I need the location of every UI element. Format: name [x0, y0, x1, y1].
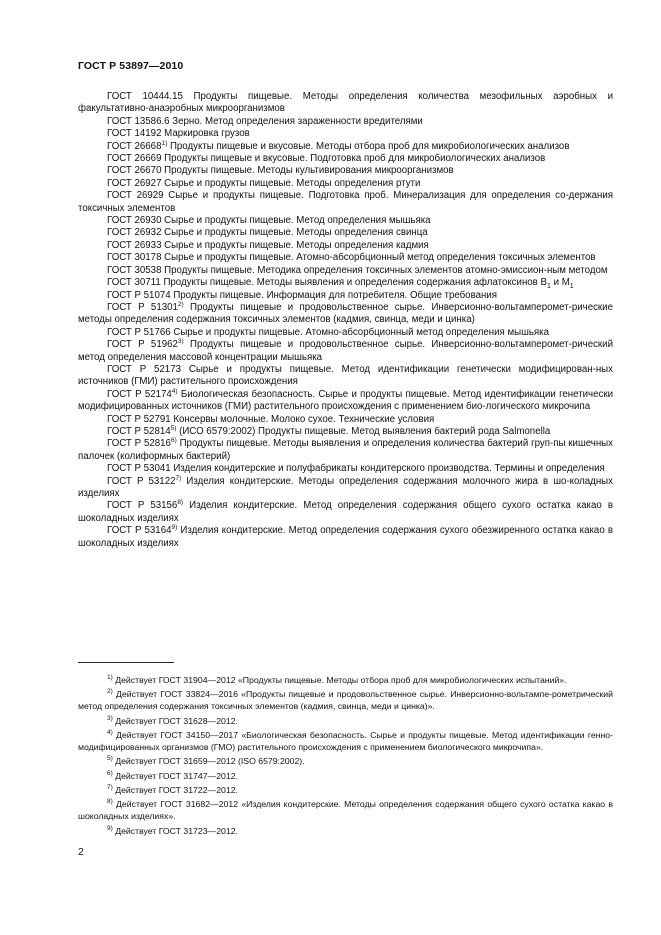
footnote-mark: 8) [177, 499, 184, 507]
reference-entry [78, 327, 613, 339]
reference-text: Сырье и продукты пищевые. Метод определения мышьяка [164, 215, 431, 227]
footnote-text: Действует ГОСТ 33824—2016 «Продукты пищевые и продовольственное сырье. Инверсионно-вольтампе-рометрический метод определения содержания токсичных элементов (кадмия, свинца, меди и цинка)». [78, 689, 613, 712]
reference-text: Сырье и продукты пищевые. Атомно-абсорбционный метод определения токсичных элементов [164, 252, 596, 264]
reference-code: ГОСТ 26669 [107, 153, 162, 165]
reference-entry [78, 389, 613, 414]
reference-code: ГОСТ Р 53156 [107, 500, 178, 512]
reference-entry [78, 240, 613, 252]
footnote-item [78, 756, 613, 768]
footnote-item [78, 689, 613, 713]
reference-text: Зерно. Метод определения зараженности вредителями [172, 115, 423, 127]
footnote-mark: 3) [177, 337, 184, 345]
reference-text: (ИСО 6579:2002) Продукты пищевые. Метод выявления бактерий рода Salmonella [179, 425, 551, 437]
reference-entry [78, 290, 613, 302]
reference-text: Изделия кондитерские. Метод определения содержания общего сухого остатка какао в шоколадных изделиях [78, 500, 613, 524]
reference-code: ГОСТ Р 53122 [107, 475, 176, 487]
references-group-b [78, 290, 613, 551]
page-number: 2 [78, 846, 84, 858]
reference-code: ГОСТ Р 51301 [107, 301, 178, 313]
reference-text: Продукты пищевые и вкусовые. Методы отбора проб для микробиологических анализов [169, 140, 570, 152]
footnotes [78, 675, 613, 840]
reference-code: ГОСТ 30538 [107, 264, 162, 276]
reference-text: Сырье и продукты пищевые. Методы определения свинца [164, 227, 428, 239]
footnote-mark: 4) [107, 729, 113, 737]
reference-code: ГОСТ 26929 [107, 190, 164, 202]
document-header: ГОСТ Р 53897—2010 [78, 60, 184, 72]
reference-code: ГОСТ 26930 [107, 215, 162, 227]
footnote-text: Действует ГОСТ 31747—2012. [115, 770, 238, 781]
reference-code: ГОСТ Р 52174 [107, 388, 172, 400]
footnote-mark: 7) [107, 784, 113, 792]
formula-b1: $В_1$ [540, 277, 551, 291]
reference-code: ГОСТ Р 52173 [107, 363, 181, 375]
reference-entry [78, 190, 613, 215]
footnote-item [78, 771, 613, 783]
references-group-a [78, 91, 613, 277]
references-list [78, 91, 613, 550]
footnote-mark: 5) [107, 755, 113, 763]
reference-code: ГОСТ 26932 [107, 227, 162, 239]
footnote-item [78, 730, 613, 754]
reference-text: Продукты пищевые и продовольственное сырье. Инверсионно-вольтамперомет-рические методы определения содержания токсичных элементов (кадмия, свинца, меди и цинка) [78, 301, 613, 326]
reference-code: ГОСТ Р 52791 [107, 413, 171, 425]
reference-text: Продукты пищевые и продовольственное сырье. Инверсионно-вольтамперомет-рический метод определения массовой концентрации мышьяка [78, 339, 613, 363]
reference-entry [78, 141, 613, 153]
footnote-mark: 4) [171, 387, 178, 395]
footnote-text: Действует ГОСТ 31659—2012 (ISO 6579:2002). [115, 756, 305, 767]
footnote-text: Действует ГОСТ 31722—2012. [115, 784, 238, 795]
reference-entry [78, 414, 613, 426]
reference-entry [78, 525, 613, 550]
footnote-text: Действует ГОСТ 31904—2012 «Продукты пищевые. Методы отбора проб для микробиологических испытаний». [115, 675, 567, 685]
reference-text: Сырье и продукты пищевые. Метод идентификации генетически модифицирован-ных источников (ГМИ) растительного происхождения [78, 363, 613, 388]
reference-code: ГОСТ 10444.15 [107, 91, 183, 102]
reference-text: Продукты пищевые. Методы выявления и определения количества бактерий груп-пы кишечных палочек (колиформных бактерий) [78, 438, 613, 462]
reference-code: ГОСТ 26668 [107, 140, 162, 152]
formula-m1: $М_1$ [561, 277, 574, 291]
reference-text: Изделия кондитерские. Метод определения содержания сухого обезжиренного остатка какао в шоколадных изделиях [78, 525, 613, 549]
reference-code: ГОСТ 30178 [107, 252, 162, 264]
footnote-item [78, 799, 613, 823]
reference-code: ГОСТ Р 53164 [107, 525, 172, 537]
reference-text: Сырье и продукты пищевые. Методы определения кадмия [164, 239, 429, 251]
footnote-text: Действует ГОСТ 31723—2012. [115, 825, 238, 836]
reference-code: ГОСТ 26933 [107, 239, 162, 251]
reference-code: ГОСТ Р 51962 [107, 339, 178, 351]
reference-entry [78, 227, 613, 239]
reference-code: ГОСТ Р 53041 [107, 463, 171, 475]
reference-entry [78, 128, 613, 140]
reference-entry [78, 426, 613, 438]
footnote-mark: 2) [107, 688, 113, 696]
reference-text: Продукты пищевые. Методика определения токсичных элементов атомно-эмиссион-ным методом [164, 264, 608, 276]
footnote-mark: 6) [107, 769, 113, 777]
reference-text: Продукты пищевые. Методы культивирования микроорганизмов [164, 165, 454, 177]
reference-code: ГОСТ 30711 [107, 277, 161, 289]
footnote-mark: 9) [171, 523, 178, 531]
reference-code: ГОСТ Р 52814 [107, 425, 171, 437]
reference-text: Продукты пищевые и вкусовые. Подготовка проб для микробиологических анализов [164, 153, 546, 165]
reference-code: ГОСТ 13586.6 [107, 115, 170, 127]
footnote-mark: 3) [107, 714, 113, 722]
footnote-text: Действует ГОСТ 31628—2012. [115, 715, 238, 726]
reference-text: Продукты пищевые. Информация для потребителя. Общие требования [173, 289, 497, 301]
footnote-mark: 8) [107, 798, 113, 806]
reference-code: ГОСТ Р 52816 [107, 438, 171, 450]
reference-entry [78, 215, 613, 227]
reference-entry [78, 265, 613, 277]
reference-entry [78, 339, 613, 364]
footnote-text: Действует ГОСТ 31682—2012 «Изделия кондитерские. Методы определения содержания общего сухого остатка какао в шоколадных изделиях». [78, 799, 614, 822]
reference-code: ГОСТ Р 51074 [107, 289, 171, 301]
footnote-mark: 6) [170, 437, 177, 445]
reference-code: ГОСТ 14192 [107, 128, 162, 140]
reference-text: Изделия кондитерские. Методы определения содержания молочного жира в шо-коладных изделиях [78, 475, 613, 499]
footnote-item [78, 826, 613, 838]
reference-text: Биологическая безопасность. Сырье и продукты пищевые. Метод идентификации генетически модифицированных источников (ГМИ) растительного происхождения с применением био-логического микрочипа [78, 388, 613, 413]
footnote-item [78, 785, 613, 797]
footnote-mark: 9) [107, 824, 113, 832]
reference-code: ГОСТ Р 51766 [107, 326, 171, 338]
reference-entry [78, 500, 613, 525]
reference-entry [78, 178, 613, 190]
footnote-divider [78, 662, 174, 663]
footnote-item [78, 716, 613, 728]
reference-entry [78, 476, 613, 501]
reference-text: Сырье и продукты пищевые. Атомно-абсорбционный метод определения мышьяка [173, 326, 549, 338]
reference-code: ГОСТ 26670 [107, 165, 162, 177]
footnote-text: Действует ГОСТ 34150—2017 «Биологическая безопасность. Сырье и продукты пищевые. Метод идентификации генно-модифицированных организмов (ГМО) растительного происхождения с применением биологического микрочипа». [78, 729, 613, 752]
reference-text: Сырье и продукты пищевые. Методы определения ртути [164, 177, 421, 189]
reference-text: Маркировка грузов [164, 128, 250, 140]
footnote-mark: 1) [107, 674, 113, 682]
reference-entry [78, 91, 613, 116]
reference-text: Консервы молочные. Молоко сухое. Технические условия [173, 413, 435, 425]
footnote-item [78, 675, 613, 687]
reference-entry-aflatoxin: ГОСТ 30711 Продукты пищевые. Методы выявления и определения содержания афлатоксинов $В_1$ и $М_1$ [107, 277, 574, 291]
reference-entry [78, 116, 613, 128]
reference-entry [78, 364, 613, 389]
reference-code: ГОСТ 26927 [107, 177, 162, 189]
footnote-mark: 1) [161, 139, 168, 147]
reference-entry [78, 463, 613, 475]
footnote-mark: 5) [170, 424, 177, 432]
reference-entry [78, 302, 613, 327]
reference-entry [78, 438, 613, 463]
footnote-mark: 2) [177, 300, 184, 308]
reference-entry [78, 165, 613, 177]
reference-entry [78, 153, 613, 165]
reference-text: Изделия кондитерские и полуфабрикаты кондитерского производства. Термины и определения [173, 463, 605, 475]
reference-entry [78, 252, 613, 264]
reference-text: Сырье и продукты пищевые. Подготовка проб. Минерализация для определения со-держания токсичных элементов [78, 190, 613, 214]
footnote-mark: 7) [175, 474, 182, 482]
reference-text: Продукты пищевые. Методы определения количества мезофильных аэробных и факультативно-анаэробных микроорганизмов [78, 91, 613, 115]
reference-text: Продукты пищевые. Методы выявления и определения содержания афлатоксинов [163, 277, 538, 289]
